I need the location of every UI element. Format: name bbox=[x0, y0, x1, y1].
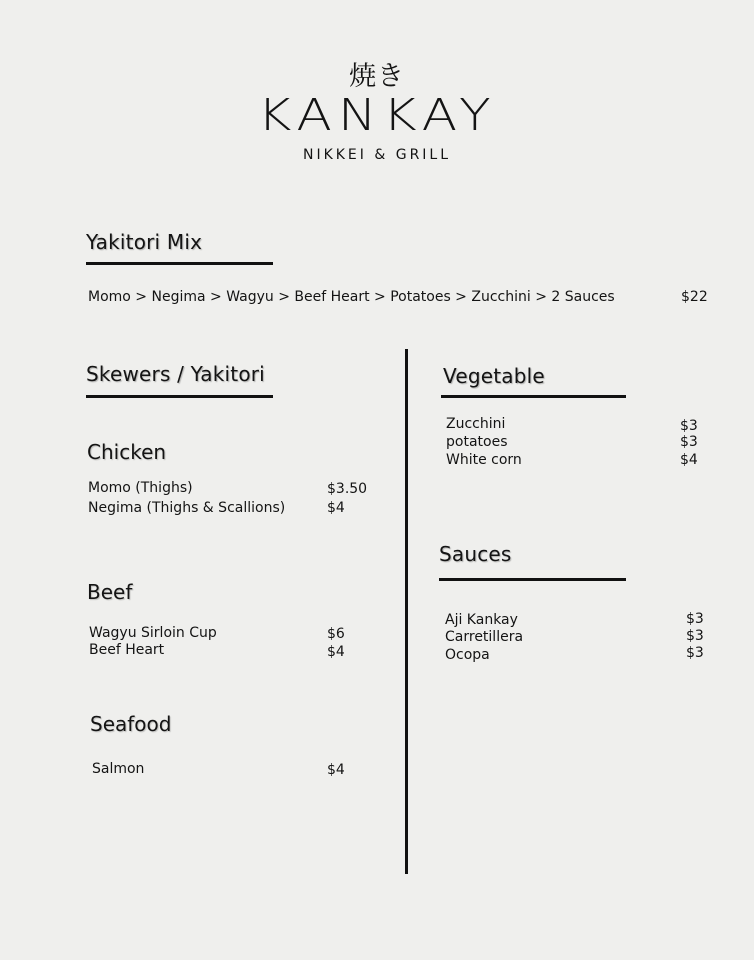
menu-item-price: $3 bbox=[680, 434, 698, 450]
chicken-subheading: Chicken bbox=[87, 440, 167, 464]
menu-item-name: Ocopa bbox=[445, 647, 490, 663]
menu-item-price: $3 bbox=[686, 611, 704, 627]
yakitori-mix-price: $22 bbox=[681, 289, 708, 305]
menu-item-price: $4 bbox=[327, 644, 345, 660]
beef-subheading: Beef bbox=[87, 580, 133, 604]
menu-item-price: $4 bbox=[327, 500, 345, 516]
skewers-rule bbox=[86, 395, 273, 398]
menu-item-price: $3 bbox=[680, 418, 698, 434]
menu-item-price: $4 bbox=[680, 452, 698, 468]
vegetable-rule bbox=[441, 395, 626, 398]
vegetable-heading: Vegetable bbox=[443, 364, 545, 388]
sauces-heading: Sauces bbox=[439, 542, 512, 566]
menu-item-name: Carretillera bbox=[445, 629, 524, 645]
menu-item-price: $3 bbox=[686, 628, 704, 644]
menu-item-price: $3 bbox=[686, 645, 704, 661]
skewers-heading: Skewers / Yakitori bbox=[86, 362, 265, 386]
yakitori-mix-rule bbox=[86, 262, 273, 265]
menu-item-name: Momo (Thighs) bbox=[88, 480, 193, 496]
menu-item-name: Wagyu Sirloin Cup bbox=[89, 625, 217, 641]
menu-item-name: potatoes bbox=[446, 434, 508, 450]
logo-japanese-text: 焼き bbox=[349, 61, 405, 92]
column-divider bbox=[405, 349, 408, 874]
brand-name: KANKAY bbox=[257, 90, 497, 141]
menu-item-price: $6 bbox=[327, 626, 345, 642]
menu-item-name: Zucchini bbox=[446, 416, 506, 432]
menu-item-name: White corn bbox=[446, 452, 522, 468]
yakitori-mix-heading: Yakitori Mix bbox=[86, 230, 203, 254]
menu-item-name: Beef Heart bbox=[89, 642, 165, 658]
sauces-rule bbox=[439, 578, 626, 581]
brand-tagline: NIKKEI & GRILL bbox=[302, 147, 452, 163]
menu-item-name: Aji Kankay bbox=[445, 612, 518, 628]
seafood-subheading: Seafood bbox=[90, 712, 172, 736]
menu-item-name: Salmon bbox=[92, 761, 145, 777]
yakitori-mix-description: Momo > Negima > Wagyu > Beef Heart > Potatoes > Zucchini > 2 Sauces bbox=[88, 289, 615, 305]
menu-item-price: $4 bbox=[327, 762, 345, 778]
menu-item-name: Negima (Thighs & Scallions) bbox=[88, 500, 286, 516]
menu-item-price: $3.50 bbox=[327, 481, 368, 497]
